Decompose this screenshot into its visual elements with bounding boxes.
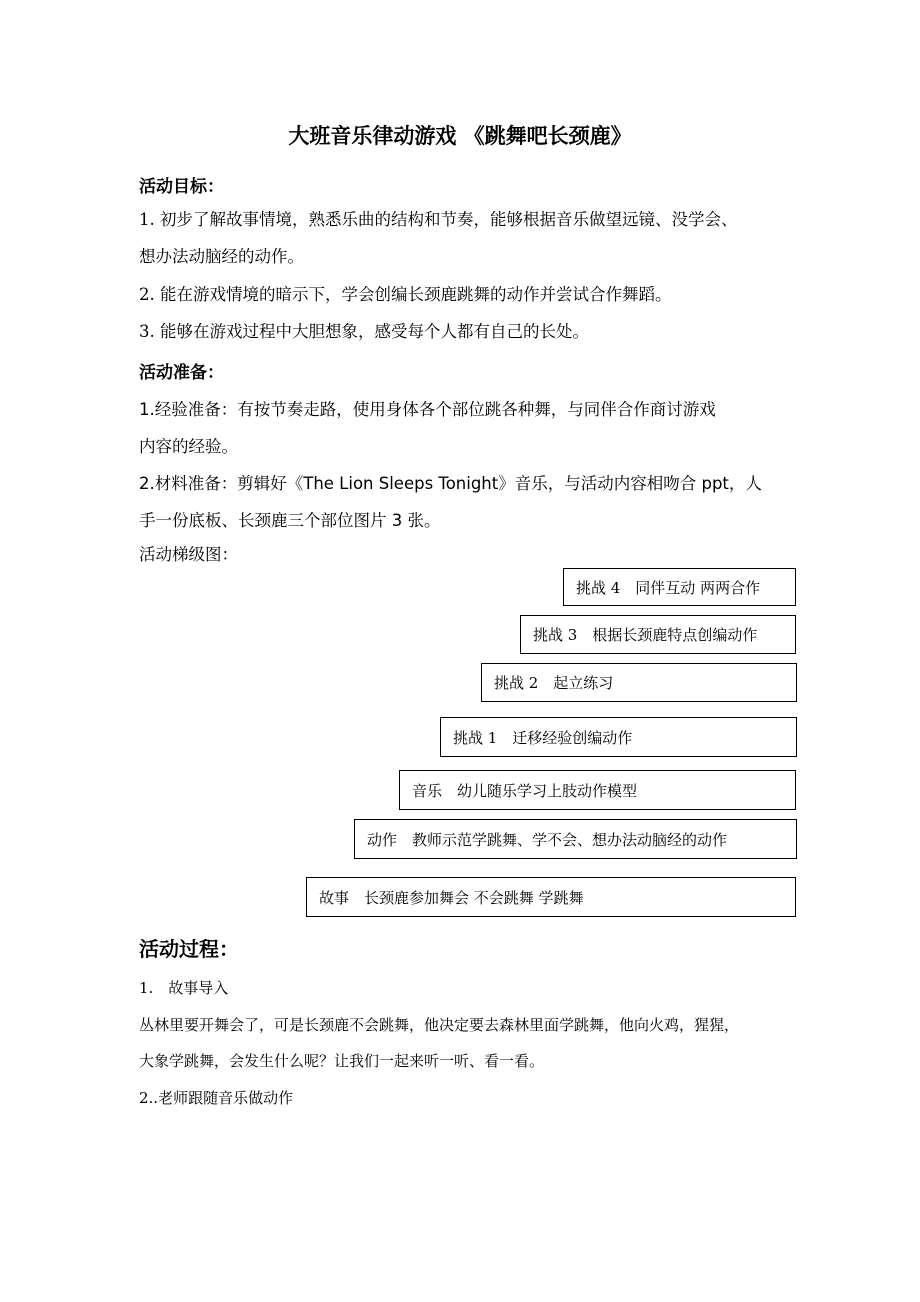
- document-title: 大班音乐律动游戏 《跳舞吧长颈鹿》: [288, 124, 632, 148]
- process-heading: 活动过程：: [139, 937, 239, 961]
- ladder-step-challenge-4: 挑战 4 同伴互动 两两合作: [563, 568, 796, 606]
- preparation-heading: 活动准备：: [139, 363, 224, 383]
- goal-item-2: 2. 能在游戏情境的暗示下，学会创编长颈鹿跳舞的动作并尝试合作舞蹈。: [139, 285, 672, 304]
- ladder-step-challenge-3: 挑战 3 根据长颈鹿特点创编动作: [520, 615, 796, 654]
- goal-item-3: 3. 能够在游戏过程中大胆想象，感受每个人都有自己的长处。: [139, 322, 589, 341]
- goal-item-1-line-2: 想办法动脑经的动作。: [139, 247, 304, 266]
- prep-item-2-line-2: 手一份底板、长颈鹿三个部位图片 3 张。: [139, 511, 441, 530]
- ladder-step-challenge-1: 挑战 1 迁移经验创编动作: [440, 717, 797, 757]
- prep-item-1-line-2: 内容的经验。: [139, 437, 238, 456]
- process-step-2: 2..老师跟随音乐做动作: [139, 1089, 294, 1107]
- ladder-step-challenge-2: 挑战 2 起立练习: [481, 663, 797, 702]
- process-step-1: 1. 故事导入: [139, 979, 229, 997]
- prep-item-1-line-1: 1.经验准备：有按节奏走路，使用身体各个部位跳各种舞，与同伴合作商讨游戏: [139, 400, 716, 419]
- goals-heading: 活动目标：: [139, 177, 224, 197]
- ladder-label: 活动梯级图：: [139, 545, 238, 564]
- goal-item-1-line-1: 1. 初步了解故事情境，熟悉乐曲的结构和节奏，能够根据音乐做望远镜、没学会、: [139, 210, 738, 229]
- ladder-step-action: 动作 教师示范学跳舞、学不会、想办法动脑经的动作: [354, 819, 797, 859]
- ladder-step-music: 音乐 幼儿随乐学习上肢动作模型: [399, 770, 796, 810]
- story-line-1: 丛林里要开舞会了，可是长颈鹿不会跳舞，他决定要去森林里面学跳舞，他向火鸡，猩猩，: [139, 1016, 740, 1034]
- story-line-2: 大象学跳舞，会发生什么呢？让我们一起来听一听、看一看。: [139, 1052, 545, 1070]
- prep-item-2-line-1: 2.材料准备：剪辑好《The Lion Sleeps Tonight》音乐，与活动内容相吻合 ppt，人: [139, 474, 762, 493]
- ladder-step-story: 故事 长颈鹿参加舞会 不会跳舞 学跳舞: [306, 877, 796, 917]
